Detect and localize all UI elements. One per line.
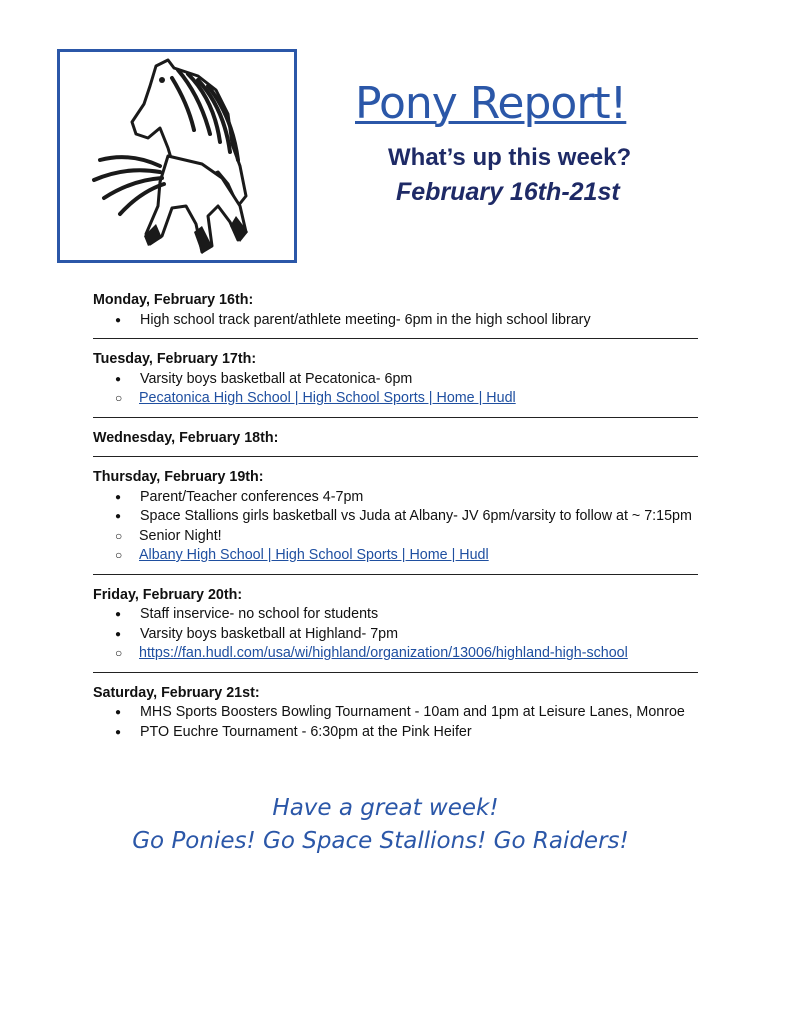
list-subitem [93,546,698,566]
list-item: ● Parent/Teacher conferences 4-7pm [93,488,698,508]
friday-sublist [93,644,698,664]
albany-hudl-link[interactable]: Albany High School | High School Sports | Home | Hudl [139,547,489,563]
divider [93,566,698,575]
list-item: ● High school track parent/athlete meeting- 6pm in the high school library [93,311,698,331]
day-heading-monday: Monday, February 16th: [93,292,254,308]
saturday-list [93,703,698,742]
thursday-list [93,488,698,527]
friday-list [93,605,698,644]
date-range: February 16th-21st [396,178,620,206]
divider [93,409,698,418]
list-item: ● Space Stallions girls basketball vs Juda at Albany- JV 6pm/varsity to follow at ~ 7:15pm [93,507,698,527]
day-heading-friday: Friday, February 20th: [93,586,243,603]
list-item: ● PTO Euchre Tournament - 6:30pm at the Pink Heifer [93,723,698,743]
closing-line-2: Go Ponies! Go Space Stallions! Go Raiders! [132,828,629,854]
logo-frame [57,49,297,263]
list-item: ● Varsity boys basketball at Highland- 7pm [93,625,698,645]
divider [93,448,698,457]
tuesday-list [93,370,698,390]
tuesday-sublist [93,389,698,409]
list-subitem [93,644,698,664]
list-subitem [93,389,698,409]
list-item: ● Varsity boys basketball at Pecatonica- 6pm [93,370,698,390]
list-item: ● MHS Sports Boosters Bowling Tournament - 10am and 1pm at Leisure Lanes, Monroe [93,703,698,723]
day-heading-tuesday: Tuesday, February 17th: [93,351,257,367]
schedule [93,291,698,742]
list-subitem: ○ Senior Night! [93,527,698,547]
page-title: Pony Report! [355,78,627,129]
day-heading-saturday: Saturday, February 21st: [93,684,260,701]
highland-hudl-link[interactable]: https://fan.hudl.com/usa/wi/highland/organization/13006/highland-high-school [139,645,628,661]
list-item: ● Staff inservice- no school for students [93,605,698,625]
day-heading-thursday: Thursday, February 19th: [93,469,264,485]
page-subtitle: What’s up this week? [388,144,632,171]
day-heading-wednesday: Wednesday, February 18th: [93,429,279,446]
mustang-horse-icon [90,56,270,261]
divider [93,330,698,339]
pecatonica-hudl-link[interactable]: Pecatonica High School | High School Sports | Home | Hudl [139,390,516,406]
closing-line-1: Have a great week! [272,795,499,821]
monday-list [93,311,698,331]
divider [93,664,698,673]
thursday-sublist [93,527,698,566]
